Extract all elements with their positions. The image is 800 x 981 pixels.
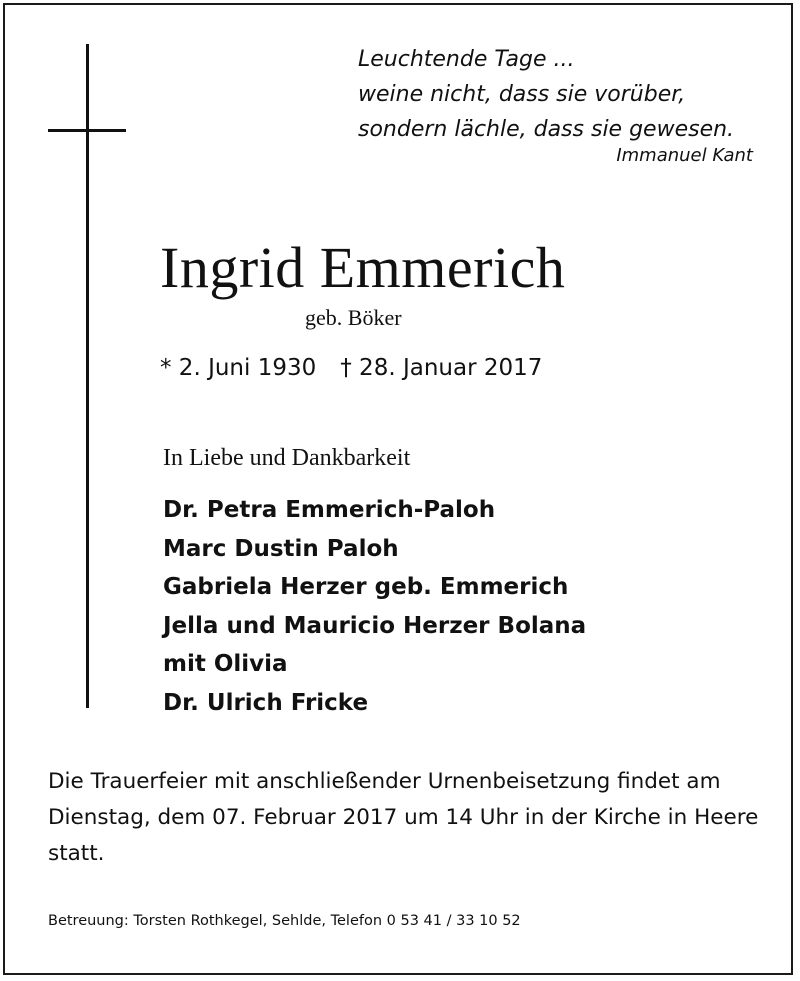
quote-line: Leuchtende Tage ... — [358, 47, 575, 72]
mourners-list — [163, 491, 586, 722]
quote-line: sondern lächle, dass sie gewesen. — [358, 117, 735, 142]
mourner-name: Gabriela Herzer geb. Emmerich — [163, 574, 569, 600]
cross-horizontal-bar — [48, 129, 126, 132]
maiden-name: geb. Böker — [305, 305, 402, 330]
mourners-intro: In Liebe und Dankbarkeit — [163, 445, 411, 471]
funeral-director-info: Betreuung: Torsten Rothkegel, Sehlde, Telefon 0 53 41 / 33 10 52 — [48, 913, 521, 929]
mourner-name: Jella und Mauricio Herzer Bolana — [163, 612, 587, 639]
deceased-name: Ingrid Emmerich — [160, 235, 566, 300]
mourner-name: Dr. Ulrich Fricke — [163, 689, 369, 716]
quote-author: Immanuel Kant — [616, 145, 753, 166]
mourner-name: Dr. Petra Emmerich-Paloh — [163, 497, 496, 523]
quote-line: weine nicht, dass sie vorüber, — [358, 82, 686, 107]
death-date: † 28. Januar 2017 — [340, 355, 543, 381]
ceremony-details: Die Trauerfeier mit anschließender Urnenbeisetzung findet am Dienstag, dem 07. Februar 2017 um 14 Uhr in der Kirche in Heere statt. — [48, 769, 759, 866]
mourner-name: mit Olivia — [163, 651, 288, 677]
birth-date: * 2. Juni 1930 — [160, 355, 317, 381]
cross-vertical-bar — [86, 44, 89, 708]
life-dates — [160, 355, 542, 381]
quote — [358, 42, 758, 147]
mourner-name: Marc Dustin Paloh — [163, 535, 399, 562]
